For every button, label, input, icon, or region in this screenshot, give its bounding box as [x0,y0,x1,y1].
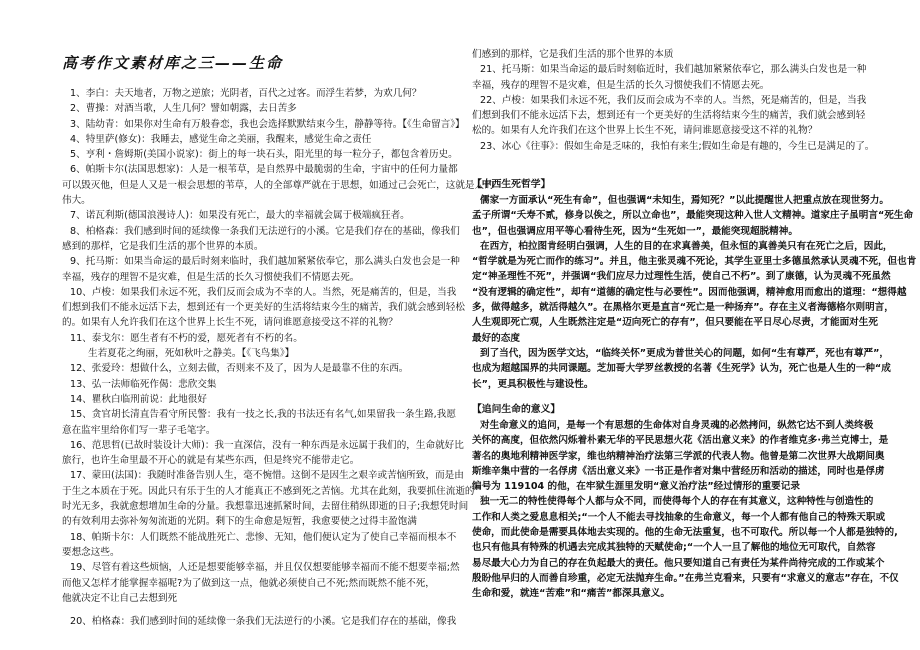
text-line: 14、瞿秋白临刑前说：此地很好 [70,393,207,405]
text-line: “没有逻辑的确定性”，却有“道德的确定性与必要性”。因而他强调，精神愈用而愈出的道理：“想得越 [472,286,907,298]
text-line: 对生命意义的追问，是每一个有思想的生命体对自身灵魂的必然拷问，纵然它达不到人类终极 [480,420,874,431]
text-line: 7、诺瓦利斯(德国浪漫诗人)：如果没有死亡，最大的幸福就会属于极端疯狂者。 [70,210,410,222]
text-line: 松的。如果有人允许我们在这个世界上长生不死，请问谁愿意接受这不祥的礼物？ [472,125,818,137]
text-line: 18、帕斯卡尔：人们既然不能战胜死亡、悲惨、无知，他们便认定为了使自己幸福而根本不 [70,531,457,543]
text-line: 到了当代，因为医学文达，“临终关怀”更成为普世关心的问题，如何“生有尊严，死也有尊严”， [480,347,889,359]
text-line: 在西方，柏拉图肯经明白强调，人生的目的在求真善美，但永恒的真善美只有在死亡之后，因此， [480,240,893,252]
text-line: 易尽最大心力为自己的存在负起最大的责任。他只要知道自己有责任为某件尚待完成的工作或某个 [472,557,885,569]
text-line: 而他又怎样才能掌握幸福呢?为了做到这一点，他就必须使自己不死;然而既然不能不死， [62,577,435,589]
text-line: 可以毁灭他，但是人又是一根会思想的苇草，人的全部尊严就在于思想，如通过己会死亡，这就是人的 [62,179,494,191]
text-line: 独一无二的特性使得每个人都与众不同，而使得每个人的存在有其意义，这种特性与创造性的 [480,496,874,508]
text-line: 也只有他具有特殊的机遇去完成其独特的天赋使命;“一个人一旦了解他的地位无可取代，自然容 [472,542,876,554]
text-line: 感到的那样，它是我们生活的那个世界的本质。 [62,240,264,252]
text-line: 的。如果有人允许我们在这个世界上长生不死，请问谁愿意接受这不祥的礼物？ [62,317,398,329]
text-line: 17、蒙田(法国)：我随时准备告别人生，毫不惋惜。这倒不是因生之艰辛或苦恼所致，而是由 [70,470,464,482]
text-line: 9、托马斯：如果当命运的最后时刻来临时，我们越加紧紧依奉它，那么满头白发也会是一种 [70,256,460,268]
section-heading-block-2 [472,402,884,417]
text-line: 定“神圣理性不死”，并强调“我们应尽力过理性生活，使自己不朽”。到了康德，认为灵魂不死虽然 [472,271,891,283]
section-heading-meaning-of-life: 【追问生命的意义】 [472,404,561,415]
text-line: 要想念这些。 [62,546,120,558]
text-line: 11、泰戈尔：愿生者有不朽的爱，愿死者有不朽的名。 [70,332,303,344]
text-line: 2、曹操：对酒当歌，人生几何？譬如朝露，去日苦多 [70,103,297,115]
text-line: 斯维辛集中营的一名俘虏《活出意义来》一书正是作者对集中营经历和活动的描述，同时也是俘虏 [472,465,885,477]
text-line: 10、卢梭：如果我们永远不死，我们反而会成为不幸的人。当然，死是痛苦的，但是，当我 [70,286,457,298]
text-line: 关怀的高度，但依然闪烁着朴素无华的平民思想火花《活出意义来》的作者维克多·弗兰克博士，是 [472,435,889,447]
section-heading-life-death-philosophy: 【中西生死哲学】 [472,179,551,190]
text-line: “哲学就是为死亡而作的练习”。并且，他主张灵魂不死论，其学生亚里士多德虽然承认灵魂不死，但也肯 [472,256,917,268]
text-line: 幸福，残存的理智不是灾难，但是生活的长久习惯使我们不情愿去死。 [62,271,360,283]
text-line: 幸福，残存的理智不是灾难，但是生活的长久习惯使我们不情愿去死。 [472,79,770,91]
text-line: 长”，更具积极性与建设性。 [472,378,594,390]
text-line: 也成为超越国界的共同课题。芝加哥大学罗丝教授的名著《生死学》认为，死亡也是人生的一种“成 [472,363,891,375]
left-column-lines [62,86,494,629]
text-line: 3、陆幼青：如果你对生命有万般眷恋，我也会选择默默结束今生，静静等待。【《生命留言》】 [70,118,465,130]
text-line: 工作和人类之爱息息相关;“一个人不能去寻找抽象的生命意义，每一个人都有他自己的特殊天职或 [472,511,886,523]
text-line: 们想到我们不能永远活下去，想到还有一个更美好的生活将结束今生的痛苦，我们就会感到轻松 [62,302,465,314]
text-line: 生若夏花之绚丽，死如秋叶之静美。【《飞鸟集》】 [88,348,295,360]
text-line: 生命和爱，就连“苦难”和“痛苦”都深具意义。 [472,588,670,600]
text-line: 旅行，也许生命里最不开心的就是有某些东西，但是终究不能带走它。 [62,455,360,467]
page-title: 高考作文素材库之三——生命 [62,54,284,72]
text-line: 伟大。 [62,195,91,207]
text-line: 也”，但也强调应用平等心看待生死，因为“生死如一”，最能突现超脱精神。 [472,225,798,237]
text-line: 23、冰心《往事》：假如生命是乏味的，我怕有来生;假如生命是有趣的，今生已是满足的了。 [480,140,875,152]
section-life-death-philosophy [472,193,917,392]
text-line: 最好的态度 [472,332,520,344]
text-line: 时光无多，我就愈想增加生命的分量。我想靠迅速抓紧时间，去留住稍纵即逝的日子;我想凭时间 [62,501,469,513]
text-line: 人生观即死亡观，人生既然注定是“迈向死亡的存有”，但只要能在平日尽心尽责，才能面对生死 [472,317,878,329]
text-line: 们感到的那样，它是我们生活的那个世界的本质 [472,49,674,60]
text-line: 著名的奥地利精神医学家，维也纳精神治疗法第三学派的代表人物。他曾是第二次世界大战期间奥 [472,450,885,462]
text-line: 20、柏格森：我们感到时间的延续像一条我们无法逆行的小溪。它是我们存在的基础，像我 [70,616,457,628]
text-line: 编号为 119104 的他，在牢狱生涯里发明“意义治疗法”经过情形的重要记录 [472,481,800,493]
text-line: 15、贪官胡长清直告看守所民警：我有一技之长,我的书法还有名气,如果留我一条生路,我愿 [70,409,456,421]
text-line: 21、托马斯：如果当命运的最后时刻临近时，我们越加紧紧依奉它，那么满头白发也是一种 [480,64,867,76]
text-line: 22、卢梭：如果我们永远不死，我们反而会成为不幸的人。当然，死是痛苦的，但是，当我 [480,94,867,106]
text-line: 意在监牢里给你们写一辈子毛笔字。 [62,424,216,436]
text-line: 殷盼他早归的人而善自珍重，必定无法抛弃生命。”在弗兰克看来，只要有“求意义的意志”存在，不仅 [472,572,899,584]
text-line: 13、弘一法师临死作偈：悲欣交集 [70,378,217,390]
text-line: 们想到我们不能永远活下去，想到还有一个更美好的生活将结束今生的痛苦，我们就会感到轻 [472,110,866,122]
text-line: 8、柏格森：我们感到时间的延续像一条我们无法逆行的小溪。它是我们存在的基础，像我们 [70,225,460,237]
text-line: 5、亨利・詹姆斯(美国小说家)：街上的每一块石头，阳光里的每一粒分子，都包含着历史。 [70,149,458,161]
text-line: 的有效利用去弥补匆匆流逝的光阴。剩下的生命愈是短暂，我愈要使之过得丰盈饱满 [62,516,417,528]
text-line: 19、尽管有着这些烦恼，人还是想要能够幸福，并且仅仅想要能够幸福而不能不想要幸福;然 [70,562,460,574]
text-line: 16、范思哲(已故时装设计大师)：我一直深信，没有一种东西是永远属于我们的，生命就好比 [70,439,464,451]
text-line: 6、帕斯卡尔(法国思想家)：人是一根苇草，是自然界中最脆弱的生命，宇宙中的任何力量都 [70,164,458,176]
text-line: 1、李白：夫天地者，万物之逆旅；光阴者，百代之过客。而浮生若梦，为欢几何？ [70,88,422,99]
text-line: 孟子所谓“夭寿不贰，修身以俟之，所以立命也”，最能突现这种入世人文精神。道家庄子虽明言“死生命 [472,210,914,222]
text-line [62,606,450,614]
text-line: 于生之本质在于死。因此只有乐于生的人才能真正不感到死之苦恼。尤其在此刻，我要抓住流逝的 [62,485,475,497]
text-line: 儒家一方面承认“死生有命”，但也强调“未知生，焉知死？”以此提醒世人把重点放在现世努力。 [480,195,889,206]
text-line: 12、张爱玲：想做什么，立刻去做，否则来不及了，因为人是最靠不住的东西。 [70,363,409,375]
text-line: 使命，而此使命是需要具体地去实现的。他的生命无法重复，也不可取代。所以每一个人都是独特的, [472,527,898,539]
right-column-quotes [472,47,884,154]
text-line: 4、特里萨(修女)：我睡去，感觉生命之美丽，我醒来，感觉生命之责任 [70,133,372,145]
section-meaning-of-life [472,418,899,602]
text-line: 多，做得越多，就活得越久”。在黑格尔更是直言“死亡是一种扬弃”。存在主义者海德格尔则明言， [472,302,894,314]
text-line: 他就决定不让自己去想到死 [62,592,178,604]
section-heading-block [472,177,884,192]
